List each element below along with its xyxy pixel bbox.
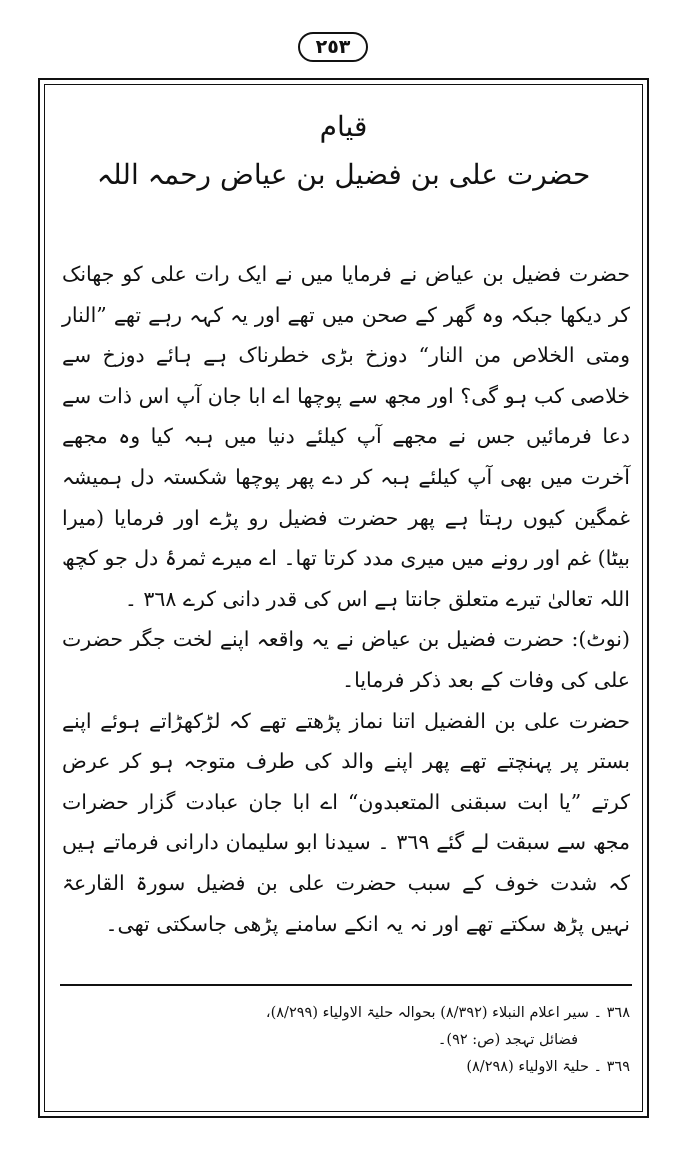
paragraph-note: (نوٹ): حضرت فضیل بن عیاض نے یہ واقعہ اپنے لخت جگر حضرت علی کی وفات کے بعد ذکر فرمایا۔ — [62, 627, 630, 692]
footnotes — [265, 1000, 630, 1081]
paragraph-1: حضرت فضیل بن عیاض نے فرمایا میں نے ایک رات علی کو جھانک کر دیکھا جبکہ وہ گھر کے صحن میں تھے اور یہ کہہ رہے تھے ”النار ومتی الخلاص من النار“ دوزخ بڑی خطرناک ہے ہائے دوزخ سے خلاصی کب ہو گی؟ اور مجھ سے پوچھا اے ابا جان آپ اس ذات سے دعا فرمائیں جس نے مجھے آپ کیلئے دنیا میں ہبہ کیا وہ مجھے آخرت میں بھی آپ کیلئے ہبہ کر دے پھر پوچھا شکستہ دل ہمیشہ غمگین کیوں رہتا ہے پھر حضرت فضیل رو پڑے اور فرمایا (میرا بیٹا) غم اور رونے میں میری مدد کرتا تھا۔ اے میرے ثمرۂ دل جو کچھ اللہ تعالیٰ تیرے متعلق جانتا ہے اس کی قدر دانی کرے ٣٦٨ ۔ — [62, 262, 630, 611]
paragraph-2: حضرت علی بن الفضیل اتنا نماز پڑھتے تھے کہ لڑکھڑاتے ہوئے اپنے بستر پر پہنچتے تھے پھر اپنے والد کی طرف متوجہ ہو کر عرض کرتے ”یا ابت سبقنی المتعبدون“ اے ابا جان عبادت گزار حضرات مجھ سے سبقت لے گئے ٣٦٩ ۔ سیدنا ابو سلیمان دارانی فرماتے ہیں کہ شدت خوف کے سبب حضرت علی بن فضیل سورۃ القارعۃ نہیں پڑھ سکتے تھے اور نہ یہ انکے سامنے پڑھی جاسکتی تھی۔ — [62, 708, 630, 936]
footnote-369 — [330, 1054, 630, 1081]
footnote-number: ٣٦٨ ۔ — [593, 1005, 630, 1021]
footnote-368 — [265, 1000, 630, 1027]
page-number: ٢٥٣ — [298, 32, 368, 62]
chapter-subtitle: حضرت علی بن فضیل بن عیاض رحمہ اللہ — [96, 158, 591, 191]
body-text — [62, 254, 630, 944]
footnote-text: حلیۃ الاولیاء (٨/٢٩٨) — [466, 1059, 589, 1075]
footnote-divider — [60, 984, 632, 986]
footnote-number: ٣٦٩ ۔ — [593, 1059, 630, 1075]
section-title: قیام — [319, 110, 368, 143]
footnote-368-continuation: فضائل تہجد (ص: ٩٢)۔ — [437, 1032, 578, 1048]
footnote-text: سیر اعلام النبلاء (٨/٣٩٢) بحوالہ حلیۃ الاولیاء (٨/٢٩٩)، — [265, 1005, 589, 1021]
